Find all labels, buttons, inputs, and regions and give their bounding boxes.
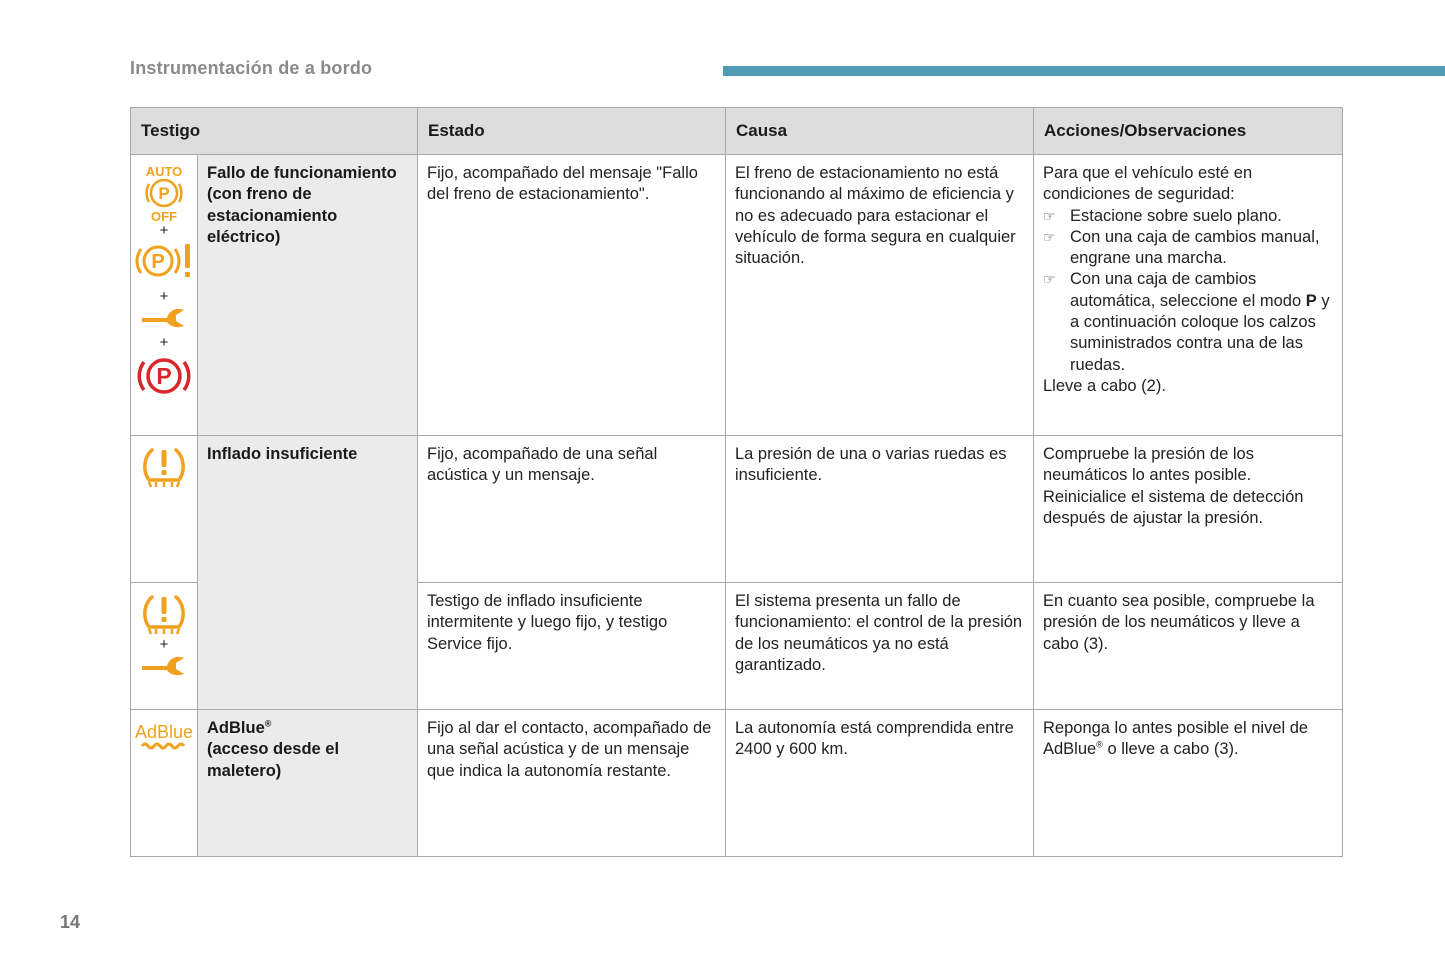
list-item: ☞ Estacione sobre suelo plano. xyxy=(1043,206,1333,227)
estado-text: Fijo al dar el contacto, acompañado de una señal acústica y de un mensaje que indica la autonomía restante. xyxy=(427,719,712,780)
causa-text: El sistema presenta un fallo de funcionamiento: el control de la presión de los neumáticos ya no está garantizado. xyxy=(735,592,1023,674)
testigo-label-cell xyxy=(198,436,418,710)
service-wrench-icon xyxy=(139,305,189,335)
causa-text: El freno de estacionamiento no está funcionando al máximo de eficiencia y no es adecuado para estacionar el vehículo de forma segura en cualquier situación. xyxy=(735,164,1016,268)
estado-cell xyxy=(418,710,726,857)
plus-sign: + xyxy=(159,222,169,239)
acciones-text: Reponga lo antes posible el nivel de AdBlue® o lleve a cabo (3). xyxy=(1043,719,1309,759)
column-header-estado: Estado xyxy=(418,108,726,155)
svg-text:AdBlue: AdBlue xyxy=(134,722,194,742)
page-number: 14 xyxy=(60,912,81,932)
header-accent-bar xyxy=(723,66,1445,76)
column-header-testigo: Testigo xyxy=(131,108,418,155)
plus-sign: + xyxy=(159,288,169,305)
red-parking-icon xyxy=(134,351,194,401)
testigo-label-cell xyxy=(198,155,418,436)
acciones-intro: Para que el vehículo esté en condiciones de seguridad: xyxy=(1043,164,1253,204)
adblue-icon xyxy=(134,718,194,754)
estado-text: Fijo, acompañado del mensaje "Fallo del freno de estacionamiento". xyxy=(427,164,698,204)
causa-cell xyxy=(726,583,1034,710)
acciones-outro: Lleve a cabo (2). xyxy=(1043,376,1166,395)
tyre-pressure-icon xyxy=(140,591,188,637)
acciones-cell xyxy=(1034,155,1343,436)
svg-text:P: P xyxy=(158,184,170,203)
hand-bullet-icon: ☞ xyxy=(1043,228,1056,245)
acciones-cell xyxy=(1034,710,1343,857)
auto-off-parking-icon xyxy=(139,163,189,223)
acciones-cell xyxy=(1034,583,1343,710)
table-row xyxy=(131,436,1343,583)
acciones-list xyxy=(1043,206,1333,376)
list-item: ☞ Con una caja de cambios automática, seleccione el modo P y a continuación coloque los calzos suministrados contra una de las ruedas. xyxy=(1043,270,1330,374)
testigo-label: Fallo de funcionamiento (con freno de estacionamiento eléctrico) xyxy=(207,164,397,246)
column-header-acciones: Acciones/Observaciones xyxy=(1034,108,1343,155)
registered-mark: ® xyxy=(264,718,272,729)
service-wrench-icon xyxy=(139,653,189,683)
mode-letter: P xyxy=(1305,291,1317,310)
plus-sign: + xyxy=(159,636,169,653)
hand-bullet-icon: ☞ xyxy=(1043,207,1056,224)
causa-cell xyxy=(726,710,1034,857)
estado-text: Fijo, acompañado de una señal acústica y un mensaje. xyxy=(427,445,658,485)
tyre-pressure-icon xyxy=(140,444,188,490)
acciones-text: En cuanto sea posible, compruebe la presión de los neumáticos y lleve a cabo (3). xyxy=(1043,592,1315,653)
icon-cell xyxy=(131,436,198,583)
svg-text:P: P xyxy=(151,251,165,273)
svg-text:P: P xyxy=(156,363,172,389)
testigo-label: AdBlue® (acceso desde el maletero) xyxy=(207,718,340,780)
acciones-cell xyxy=(1034,436,1343,583)
plus-sign: + xyxy=(159,334,169,351)
hand-bullet-icon: ☞ xyxy=(1043,271,1056,288)
acciones-text: Compruebe la presión de los neumáticos lo antes posible. Reinicialice el sistema de detección después de ajustar la presión. xyxy=(1043,445,1304,527)
parking-warning-icon xyxy=(134,239,194,283)
section-title: Instrumentación de a bordo xyxy=(130,58,373,78)
column-header-causa: Causa xyxy=(726,108,1034,155)
list-item: ☞ Con una caja de cambios manual, engrane una marcha. xyxy=(1043,227,1320,268)
svg-text:AUTO: AUTO xyxy=(145,164,183,179)
estado-cell xyxy=(418,583,726,710)
causa-cell xyxy=(726,155,1034,436)
testigo-label-cell xyxy=(198,710,418,857)
causa-text: La presión de una o varias ruedas es insuficiente. xyxy=(735,445,1007,485)
icon-cell xyxy=(131,710,198,857)
svg-text:OFF: OFF xyxy=(151,209,177,223)
causa-text: La autonomía está comprendida entre 2400 y 600 km. xyxy=(735,719,1014,759)
estado-cell xyxy=(418,155,726,436)
registered-mark: ® xyxy=(1096,739,1103,750)
icon-cell xyxy=(131,583,198,710)
icon-cell xyxy=(131,155,198,436)
table-row xyxy=(131,155,1343,436)
warning-lights-table xyxy=(130,107,1343,857)
testigo-label: Inflado insuficiente xyxy=(207,445,358,463)
table-row xyxy=(131,710,1343,857)
estado-text: Testigo de inflado insuficiente intermitente y luego fijo, y testigo Service fijo. xyxy=(427,592,668,653)
causa-cell xyxy=(726,436,1034,583)
estado-cell xyxy=(418,436,726,583)
